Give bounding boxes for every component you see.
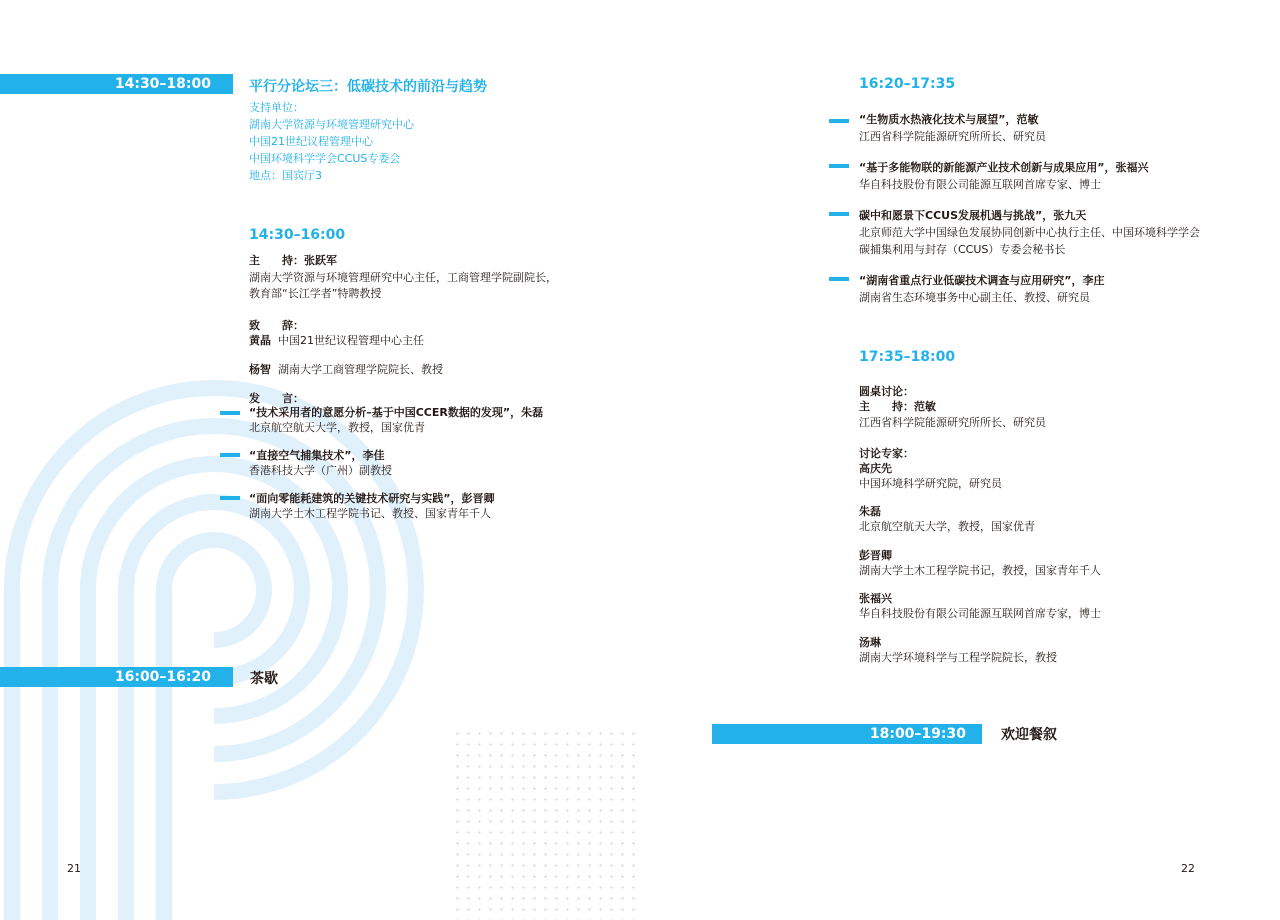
tea-break-label: 茶歇 [250,671,278,687]
talk-title: “技术采用者的意愿分析–基于中国CCER数据的发现”，朱磊 [249,406,544,419]
forum-title: 平行分论坛三：低碳技术的前沿与趋势 [249,79,487,95]
page-number-left: 21 [67,862,81,875]
talk-title: 碳中和愿景下CCUS发展机遇与挑战”，张九天 [859,209,1087,222]
expert-desc: 华自科技股份有限公司能源互联网首席专家，博士 [859,607,1101,620]
support-units [249,99,414,184]
time-bar-18-00 [712,724,982,744]
expert-name: 彭晋卿 [859,549,892,562]
roundtable-host: 主 持：范敏 [859,400,936,413]
talk-title: “基于多能物联的新能源产业技术创新与成果应用”，张福兴 [859,161,1149,174]
venue-line: 地点：国宾厅3 [249,169,322,182]
talk-marker [829,164,849,168]
session-time: 16:20–17:35 [859,76,956,92]
speaker-desc: 中国21世纪议程管理中心主任 [278,334,424,347]
expert-desc: 湖南大学土木工程学院书记，教授，国家青年千人 [859,564,1101,577]
talk-desc: 湖南省生态环境事务中心副主任、教授、研究员 [859,291,1090,304]
host-desc: 教育部“长江学者”特聘教授 [249,287,382,300]
speaker-name: 黄晶 [249,334,271,347]
speaker-desc: 湖南大学工商管理学院院长、教授 [278,363,443,376]
support-line: 湖南大学资源与环境管理研究中心 [249,118,414,131]
talk-marker [829,212,849,216]
decorative-dot-grid [452,728,642,920]
experts-label: 讨论专家： [859,447,914,460]
time-bar-label: 16:00–16:20 [114,669,211,685]
talk-title: “生物质水热液化技术与展望”，范敏 [859,113,1039,126]
expert-name: 汤琳 [859,636,881,649]
talk-label: 发 言： [249,392,304,405]
talk-desc: 北京师范大学中国绿色发展协同创新中心执行主任、中国环境科学学会 [859,226,1200,239]
page-number-right: 22 [1181,862,1195,875]
talk-marker [829,277,849,281]
speech-label: 致 辞： [249,319,304,332]
talk-title: “面向零能耗建筑的关键技术研究与实践”，彭晋卿 [249,492,495,505]
time-bar-14-30 [0,74,233,94]
talk-marker [829,119,849,123]
speech-item [249,333,424,349]
talk-desc: 北京航空航天大学，教授，国家优青 [249,421,425,434]
support-line: 支持单位： [249,101,304,114]
session-time: 17:35–18:00 [859,349,956,365]
talk-desc: 香港科技大学（广州）副教授 [249,464,392,477]
speech-item [249,362,443,378]
speaker-name: 杨智 [249,363,271,376]
support-line: 中国21世纪议程管理中心 [249,135,373,148]
host-label: 主 持：张跃军 [249,254,337,267]
dinner-label: 欢迎餐叙 [1001,727,1057,743]
expert-name: 张福兴 [859,592,892,605]
talk-title: “湖南省重点行业低碳技术调查与应用研究”，李庄 [859,274,1105,287]
talk-marker [220,411,240,415]
expert-desc: 北京航空航天大学，教授，国家优青 [859,520,1035,533]
expert-desc: 湖南大学环境科学与工程学院院长，教授 [859,651,1057,664]
expert-name: 高庆先 [859,462,892,475]
talk-desc: 华自科技股份有限公司能源互联网首席专家、博士 [859,178,1101,191]
talk-desc: 江西省科学院能源研究所所长、研究员 [859,130,1046,143]
support-line: 中国环境科学学会CCUS专委会 [249,152,401,165]
roundtable-host-desc: 江西省科学院能源研究所所长、研究员 [859,416,1046,429]
time-bar-label: 14:30–18:00 [114,76,211,92]
talk-title: “直接空气捕集技术”，李佳 [249,449,385,462]
talk-marker [220,496,240,500]
roundtable-label: 圆桌讨论： [859,385,914,398]
expert-desc: 中国环境科学研究院，研究员 [859,477,1002,490]
expert-name: 朱磊 [859,505,881,518]
session-time: 14:30–16:00 [249,227,346,243]
host-desc: 湖南大学资源与环境管理研究中心主任，工商管理学院副院长， [249,271,557,284]
time-bar-label: 18:00–19:30 [869,726,966,742]
talk-desc: 碳捕集利用与封存（CCUS）专委会秘书长 [859,243,1066,256]
time-bar-16-00 [0,667,233,687]
talk-marker [220,453,240,457]
talk-desc: 湖南大学土木工程学院书记、教授、国家青年千人 [249,507,491,520]
